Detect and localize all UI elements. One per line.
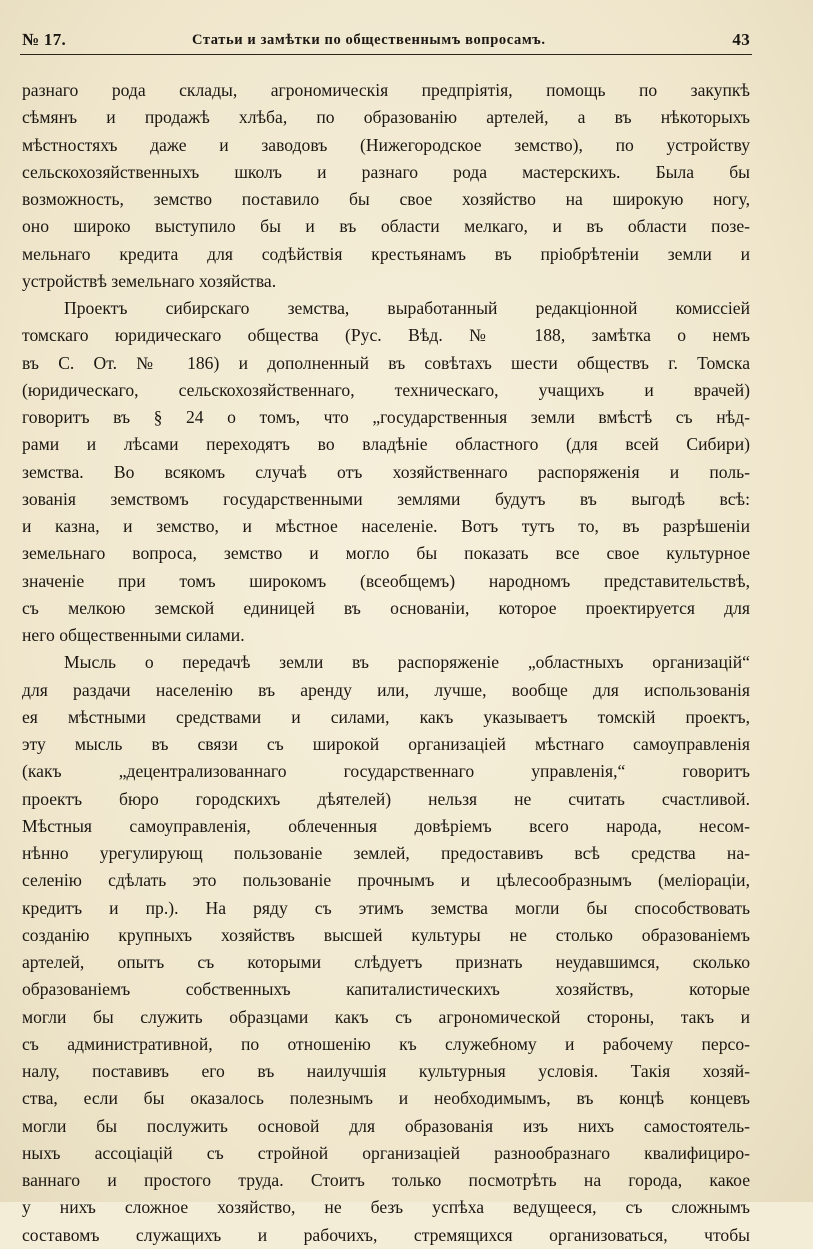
text-line: въ С. От. № 186) и дополненный въ совѣтахъ шести обществъ г. Томска [22,352,750,373]
text-line: сѣмянъ и продажѣ хлѣба, по образованію артелей, а въ нѣкоторыхъ [22,107,750,128]
text-line: него общественными силами. [22,625,245,645]
text-line: мельнаго кредита для содѣйствія крестьянамъ въ пріобрѣтеніи земли и [22,243,750,264]
text-line: мѣстностяхъ даже и заводовъ (Нижегородское земство), по устройству [22,134,750,155]
text-line: Проектъ сибирскаго земства, выработанный редакціонной комиссіей [64,298,750,318]
text-line: налу, поставивъ его въ наилучшія культурныя условія. Такія хозяй- [22,1061,750,1081]
issue-number: № 17. [22,30,67,49]
text-line: артелей, опытъ съ которыми слѣдуетъ признать неудавшимся, сколько [22,952,750,972]
text-line: ваннаго и простого труда. Стоитъ только посмотрѣть на города, какое [22,1170,750,1190]
text-line: и казна, и земство, и мѣстное населеніе. Вотъ тутъ то, въ разрѣшеніи [22,516,750,536]
text-line: земства. Во всякомъ случаѣ отъ хозяйственнаго распоряженія и поль- [22,461,750,482]
text-line: зованія земствомъ государственными землями будутъ въ выгодѣ всѣ: [22,488,750,509]
text-line: образованіемъ собственныхъ капиталистическихъ хозяйствъ, которые [22,979,750,1000]
page-number: 43 [732,30,750,49]
text-line: селенію сдѣлать это пользованіе прочнымъ и цѣлесообразнымъ (меліораціи, [22,870,750,891]
text-line: составомъ служащихъ и рабочихъ, стремящихся организоваться, чтобы [22,1224,750,1245]
text-line: томскаго юридическаго общества (Рус. Вѣд. № 188, замѣтка о немъ [22,325,750,346]
text-line: (юридическаго, сельскохозяйственнаго, техническаго, учащихъ и врачей) [22,379,750,400]
text-line: нѣнно урегулирующ пользованіе землей, предоставивъ всѣ средства на- [22,843,750,863]
text-line: для раздачи населенію въ аренду или, лучше, вообще для использованія [22,679,750,700]
text-line: могли бы служить образцами какъ съ агрономической стороны, такъ и [22,1006,750,1027]
text-line: значеніе при томъ широкомъ (всеобщемъ) народномъ представительствѣ, [22,570,750,591]
text-line: могли бы послужить основой для образованія изъ нихъ самостоятель- [22,1115,750,1136]
article-body [22,77,750,1249]
header-rule [20,54,752,55]
running-header [22,30,750,56]
text-line: Мысль о передачѣ земли въ распоряженіе „областныхъ организацій“ [64,652,750,673]
text-line: у нихъ сложное хозяйство, не безъ успѣха ведущееся, съ сложнымъ [22,1197,750,1218]
text-line: съ административной, по отношенію къ служебному и рабочему персо- [22,1033,750,1054]
text-line: устройствѣ земельнаго хозяйства. [22,270,277,291]
text-line: оно широко выступило бы и въ области мелкаго, и въ области позе- [22,216,750,237]
text-line: возможность, земство поставило бы свое хозяйство на широкую ногу, [22,189,750,209]
text-line: сельскохозяйственныхъ школъ и разнаго рода мастерскихъ. Была бы [22,161,750,182]
text-line: рами и лѣсами переходятъ во владѣніе областного (для всей Сибири) [22,434,750,455]
text-line: созданію крупныхъ хозяйствъ высшей культуры не столько образованіемъ [22,924,750,945]
text-line: ныхъ ассоціацій съ стройной организаціей разнообразнаго квалифициро- [22,1142,750,1163]
text-line: проектъ бюро городскихъ дѣятелей) нельзя не считать счастливой. [22,788,750,809]
text-line: Мѣстныя самоуправленія, облеченныя довѣріемъ всего народа, несом- [22,815,750,836]
running-title: Статьи и замѣтки по общественнымъ вопросамъ. [192,32,546,48]
text-line: говоритъ въ § 24 о томъ, что „государственныя земли вмѣстѣ съ нѣд- [22,407,750,427]
text-line: кредитъ и пр.). На ряду съ этимъ земства могли бы способствовать [22,897,750,918]
text-line: съ мелкою земской единицей въ основаніи, которое проектируется для [22,597,750,618]
text-line: ства, если бы оказалось полезнымъ и необходимымъ, въ концѣ концевъ [22,1088,750,1109]
text-line: (какъ „децентрализованнаго государственнаго управленія,“ говоритъ [22,761,750,782]
text-line: эту мысль въ связи съ широкой организаціей мѣстнаго самоуправленія [22,734,750,754]
text-line: земельнаго вопроса, земство и могло бы показать все свое культурное [22,543,750,564]
text-line: разнаго рода склады, агрономическія предпріятія, помощь по закупкѣ [22,80,750,100]
text-line: ея мѣстными средствами и силами, какъ указываетъ томскій проектъ, [22,706,750,727]
